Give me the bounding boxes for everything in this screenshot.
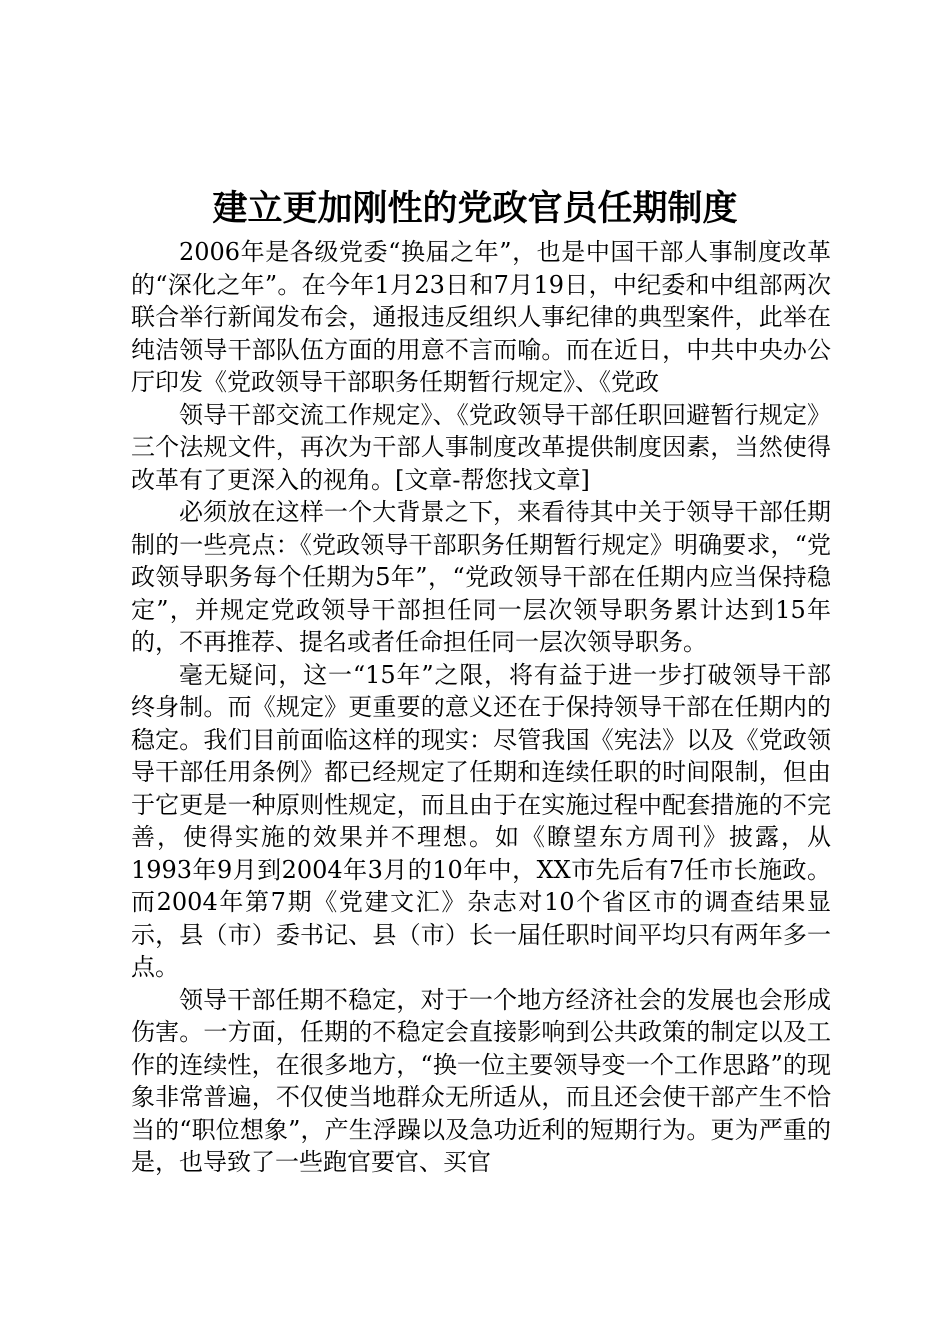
paragraph-1: 2006年是各级党委“换届之年”，也是中国干部人事制度改革的“深化之年”。在今年1月23日和7月19日，中纪委和中组部两次联合举行新闻发布会，通报违反组织人事纪律的典型案件，此举在纯洁领导干部队伍方面的用意不言而喻。而在近日，中共中央办公厅印发《党政领导干部职务任期暂行规定》、《党政	[131, 238, 831, 396]
paragraph-3: 必须放在这样一个大背景之下，来看待其中关于领导干部任期制的一些亮点：《党政领导干部职务任期暂行规定》明确要求，“党政领导职务每个任期为5年”，“党政领导干部在任期内应当保持稳定”，并规定党政领导干部担任同一层次领导职务累计达到15年的，不再推荐、提名或者任命担任同一层次领导职务。	[131, 498, 831, 656]
document-title: 建立更加刚性的党政官员任期制度	[212, 189, 738, 229]
paragraph-5: 领导干部任期不稳定，对于一个地方经济社会的发展也会形成伤害。一方面，任期的不稳定会直接影响到公共政策的制定以及工作的连续性，在很多地方，“换一位主要领导变一个工作思路”的现象非常普遍，不仅使当地群众无所适从，而且还会使干部产生不恰当的“职位想象”，产生浮躁以及急功近利的短期行为。更为严重的是，也导致了一些跑官要官、买官	[131, 985, 831, 1176]
paragraph-4: 毫无疑问，这一“15年”之限，将有益于进一步打破领导干部终身制。而《规定》更重要的意义还在于保持领导干部在任期内的稳定。我们目前面临这样的现实：尽管我国《宪法》以及《党政领导干部任用条例》都已经规定了任期和连续任职的时间限制，但由于它更是一种原则性规定，而且由于在实施过程中配套措施的不完善，使得实施的效果并不理想。如《瞭望东方周刊》披露，从1993年9月到2004年3月的10年中，XX市先后有7任市长施政。而2004年第7期《党建文汇》杂志对10个省区市的调查结果显示，县（市）委书记、县（市）长一届任职时间平均只有两年多一点。	[131, 660, 831, 981]
paragraph-2: 领导干部交流工作规定》、《党政领导干部任职回避暂行规定》三个法规文件，再次为干部人事制度改革提供制度因素，当然使得改革有了更深入的视角。[文章-帮您找文章]	[131, 400, 831, 494]
document-body	[131, 236, 831, 1179]
